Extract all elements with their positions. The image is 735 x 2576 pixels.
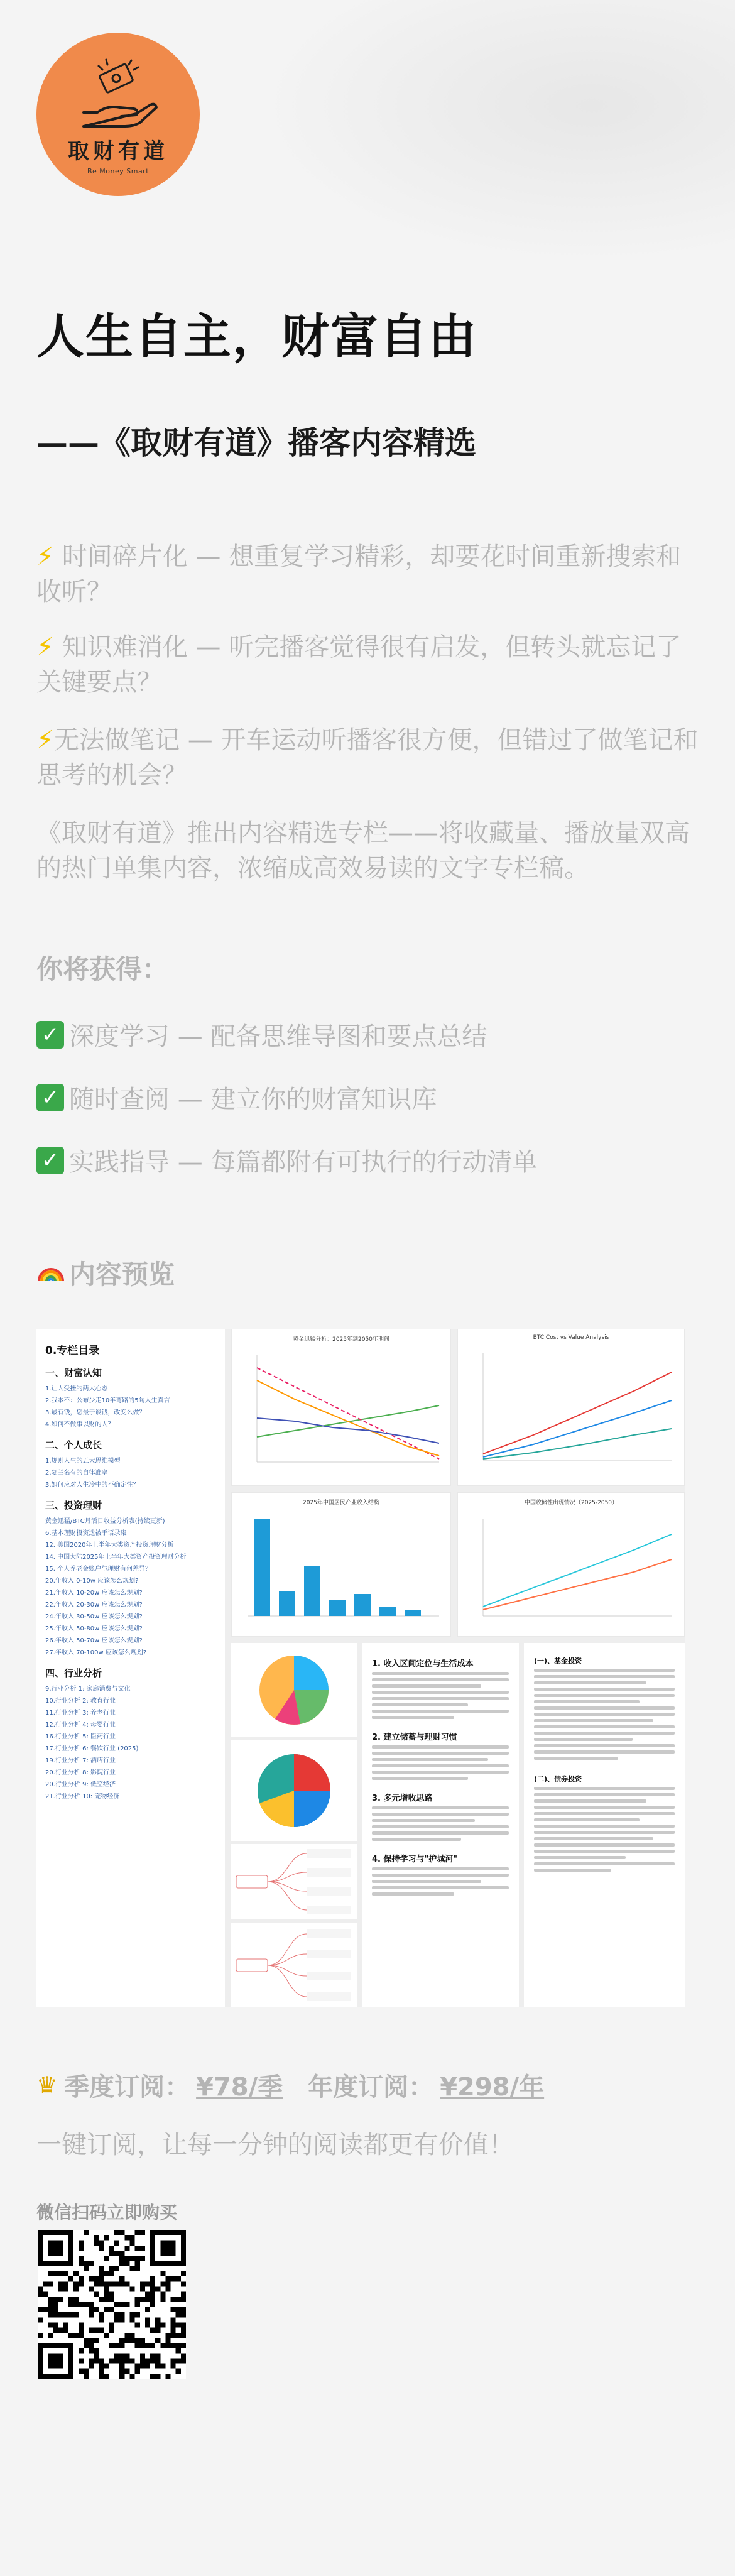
toc-item[interactable]: 21.年收入 10-20w 应该怎么规划? xyxy=(45,1590,143,1596)
intro-paragraph: 《取财有道》推出内容精选专栏——将收藏量、播放量双高的热门单集内容，浓缩成高效易读的文字专栏稿。 xyxy=(36,819,690,883)
logo-name-cn: 取财有道 xyxy=(68,139,168,164)
toc-section-title: 四、行业分析 xyxy=(45,1667,102,1679)
article-heading: (二)、债券投资 xyxy=(534,1775,582,1783)
article-heading: 1. 收入区间定位与生活成本 xyxy=(372,1659,474,1669)
article-heading: (一)、基金投资 xyxy=(534,1657,582,1665)
hero-title: 人生自主，财富自由 xyxy=(36,308,477,364)
toc-title: 0.专栏目录 xyxy=(45,1345,100,1357)
quarter-price: ¥78/季 xyxy=(196,2073,283,2102)
benefit-item xyxy=(36,1079,437,1115)
pie-chart-2-graphic xyxy=(231,1740,357,1841)
benefit-text: 随时查阅 — 建立你的财富知识库 xyxy=(69,1085,437,1114)
preview-bar-chart xyxy=(231,1492,451,1637)
preview-pie-chart-2 xyxy=(231,1740,357,1841)
toc-item[interactable]: 27.年收入 70-100w 应该怎么规划? xyxy=(45,1649,147,1656)
toc-item[interactable]: 11.行业分析 3: 养老行业 xyxy=(45,1710,116,1716)
pain-point-text: 无法做笔记 — 开车运动听播客很方便，但错过了做笔记和思考的机会？ xyxy=(36,726,699,790)
toc-item[interactable]: 12. 美国2020年上半年大类资产投资理财分析 xyxy=(45,1542,174,1549)
preview-pie-chart-1 xyxy=(231,1643,357,1737)
toc-panel xyxy=(36,1329,225,2007)
background-watermark xyxy=(258,0,735,264)
toc-item[interactable]: 22.年收入 20-30w 应该怎么规划? xyxy=(45,1602,143,1608)
toc-item[interactable]: 1.让人受挫的两大心态 xyxy=(45,1385,108,1392)
toc-item[interactable]: 24.年收入 30-50w 应该怎么规划? xyxy=(45,1613,143,1620)
year-label: 年度订阅： xyxy=(308,2073,434,2102)
toc-section-title: 一、财富认知 xyxy=(45,1367,102,1378)
toc-item[interactable]: 20.行业分析 9: 低空经济 xyxy=(45,1781,116,1788)
toc-item[interactable]: 1.规则人生的五大思维模型 xyxy=(45,1458,121,1465)
article-heading: 2. 建立储蓄与理财习惯 xyxy=(372,1733,457,1742)
content-preview-collage xyxy=(36,1329,685,2007)
toc-item[interactable]: 20.行业分析 8: 影院行业 xyxy=(45,1769,116,1776)
slogan: 一键订阅，让每一分钟的阅读都更有价值！ xyxy=(36,2131,514,2159)
pain-point-2 xyxy=(36,630,702,700)
chart-title: 中国收储性出现情况（2025-2050） xyxy=(524,1500,618,1506)
hero-subtitle: ——《取财有道》播客内容精选 xyxy=(36,425,476,461)
toc-item[interactable]: 2.我本不：公布少走10年弯路的5句人生真言 xyxy=(45,1397,170,1404)
preview-article-2 xyxy=(524,1643,685,2007)
toc-item[interactable]: 6.基本理财投资迭被手语录集 xyxy=(45,1530,127,1537)
preview-mindmap-1 xyxy=(231,1844,357,1919)
check-icon: ✓ xyxy=(36,1147,64,1174)
toc-item[interactable]: 3.最有钱，您最于谈钱，改变么做？ xyxy=(45,1409,146,1416)
line-chart-2-graphic xyxy=(458,1341,685,1479)
preview-line-chart-2 xyxy=(457,1329,685,1486)
quarter-label: 季度订阅： xyxy=(64,2073,190,2102)
lightning-icon: ⚡ xyxy=(36,726,55,755)
toc-item[interactable]: 26.年收入 50-70w 应该怎么规划? xyxy=(45,1637,143,1644)
toc-item[interactable]: 12.行业分析 4: 母婴行业 xyxy=(45,1722,116,1728)
logo-name-en: Be Money Smart xyxy=(87,167,150,175)
preview-title xyxy=(36,1254,175,1292)
pricing-row xyxy=(36,2067,550,2103)
chart-title: 2025年中国居民产业收入结构 xyxy=(303,1500,379,1506)
benefit-item xyxy=(36,1142,537,1178)
article-heading: 4. 保持学习与"护城河" xyxy=(372,1855,458,1864)
preview-article-1 xyxy=(362,1643,519,2007)
article-heading: 3. 多元增收思路 xyxy=(372,1794,433,1803)
chart-title: BTC Cost vs Value Analysis xyxy=(533,1334,609,1341)
benefits-title: 你将获得： xyxy=(36,954,169,985)
rainbow-icon xyxy=(36,1263,65,1282)
preview-mindmap-2 xyxy=(231,1923,357,2007)
pie-chart-1-graphic xyxy=(231,1643,357,1737)
lightning-icon: ⚡ xyxy=(36,542,55,571)
qr-label: 微信扫码立即购买 xyxy=(36,2202,178,2223)
preview-title-text: 内容预览 xyxy=(69,1259,175,1290)
benefit-item xyxy=(36,1017,487,1052)
brand-logo xyxy=(36,33,200,196)
line-chart-1-graphic xyxy=(232,1343,452,1481)
mindmap-1-graphic xyxy=(231,1844,357,1919)
line-chart-3-graphic xyxy=(458,1506,685,1632)
preview-line-chart-1 xyxy=(231,1329,451,1486)
toc-item[interactable]: 2.复兰名有的自律准率 xyxy=(45,1470,108,1476)
chart-title: 黄金迅猛分析：2025年到2050年期间 xyxy=(293,1336,389,1343)
toc-item[interactable]: 10.行业分析 2: 教育行业 xyxy=(45,1698,116,1705)
crown-icon: ♛ xyxy=(36,2071,58,2099)
wechat-qr-code[interactable] xyxy=(38,2230,186,2379)
toc-item[interactable]: 16.行业分析 5: 医药行业 xyxy=(45,1733,116,1740)
money-hand-icon xyxy=(71,57,165,133)
toc-item[interactable]: 25.年收入 50-80w 应该怎么规划? xyxy=(45,1625,143,1632)
toc-item[interactable]: 19.行业分析 7: 酒店行业 xyxy=(45,1757,116,1764)
benefit-text: 实践指导 — 每篇都附有可执行的行动清单 xyxy=(69,1148,538,1177)
check-icon: ✓ xyxy=(36,1021,64,1049)
toc-item[interactable]: 14. 中国大陆2025年上半年大类资产投资理财分析 xyxy=(45,1554,187,1561)
toc-item[interactable]: 黄金迅猛/BTC月活日收益分析表(持续更新) xyxy=(45,1518,165,1525)
pain-point-text: 知识难消化 — 听完播客觉得很有启发，但转头就忘记了关键要点？ xyxy=(36,633,682,697)
pain-point-1 xyxy=(36,539,702,609)
qr-code-graphic xyxy=(38,2230,186,2379)
benefit-text: 深度学习 — 配备思维导图和要点总结 xyxy=(69,1022,487,1051)
mindmap-2-graphic xyxy=(231,1923,357,2007)
pain-point-3 xyxy=(36,723,702,793)
preview-line-chart-3 xyxy=(457,1492,685,1637)
toc-body xyxy=(45,1366,216,1803)
check-icon: ✓ xyxy=(36,1084,64,1111)
toc-section-title: 三、投资理财 xyxy=(45,1500,102,1511)
toc-item[interactable]: 21.行业分析 10: 宠物经济 xyxy=(45,1793,120,1800)
year-price: ¥298/年 xyxy=(440,2073,545,2102)
toc-section-title: 二、个人成长 xyxy=(45,1439,102,1451)
toc-item[interactable]: 20.年收入 0-10w 应该怎么规划? xyxy=(45,1578,139,1585)
lightning-icon: ⚡ xyxy=(36,633,55,662)
toc-item[interactable]: 4.如何不做事以财的人？ xyxy=(45,1421,114,1428)
toc-item[interactable]: 9.行业分析 1: 家庭消费与文化 xyxy=(45,1686,131,1693)
toc-item[interactable]: 15. 个人养老金账户与理财有何差异？ xyxy=(45,1566,152,1573)
bar-chart-graphic xyxy=(232,1506,452,1632)
toc-item[interactable]: 3.如何应对人生冷中的不确定性？ xyxy=(45,1482,139,1488)
toc-item[interactable]: 17.行业分析 6: 餐饮行业 (2025) xyxy=(45,1745,139,1752)
pain-point-text: 时间碎片化 — 想重复学习精彩，却要花时间重新搜索和收听？ xyxy=(36,542,682,606)
